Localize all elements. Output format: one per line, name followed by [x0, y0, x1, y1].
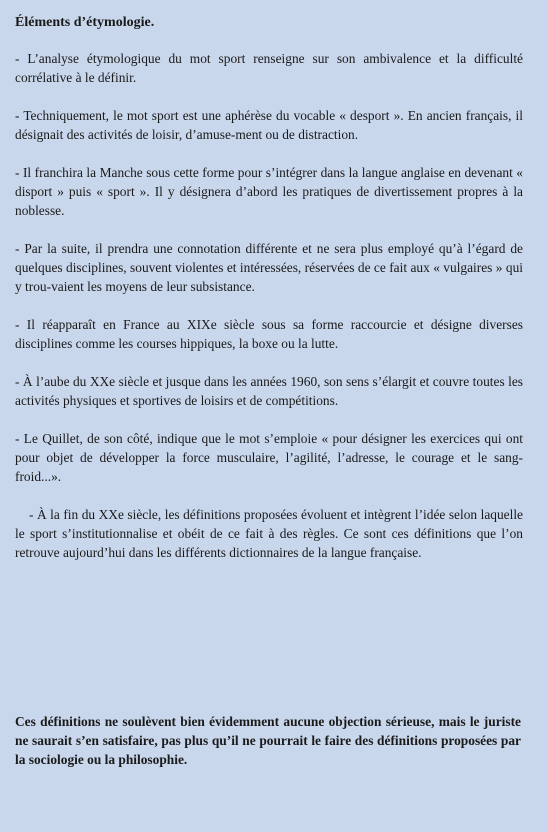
- paragraph-xxe-siecle: - À l’aube du XXe siècle et jusque dans les années 1960, son sens s’élargit et couvre toutes les activités physiques et sportives de loisirs et de compétitions.: [15, 374, 523, 408]
- conclusion-paragraph: Ces définitions ne soulèvent bien évidemment aucune objection sérieuse, mais le juriste ne saurait s’en satisfaire, pas plus qu’il ne pourrait le faire des définitions proposées par la sociologie ou la philosophie.: [15, 714, 521, 767]
- paragraph-etymology-intro: - L’analyse étymologique du mot sport renseigne sur son ambivalence et la difficulté corrélative à le définir.: [15, 51, 523, 85]
- section-title: Éléments d’étymologie.: [15, 15, 155, 30]
- paragraph-connotation: - Par la suite, il prendra une connotation différente et ne sera plus employé qu’à l’égard de quelques disciplines, souvent violentes et intéressées, réservées de ce fait aux « vulgaires » qui y trou-vaient les moyens de leur subsistance.: [15, 241, 523, 294]
- paragraph-fin-xxe-siecle: - À la fin du XXe siècle, les définitions proposées évoluent et intègrent l’idée selon laquelle le sport s’institutionnalise et obéit de ce fait à des règles. Ce sont ces définitions que l’on retrouve aujourd’hui dans les différents dictionnaires de la langue française.: [15, 507, 523, 560]
- paragraph-disport: - Il franchira la Manche sous cette forme pour s’intégrer dans la langue anglaise en devenant « disport » puis « sport ». Il y désignera d’abord les pratiques de divertissement propres à la noblesse.: [15, 165, 523, 218]
- paragraph-desport: - Techniquement, le mot sport est une aphérèse du vocable « desport ». En ancien français, il désignait des activités de loisir, d’amuse-ment ou de distraction.: [15, 108, 523, 142]
- paragraph-quillet: - Le Quillet, de son côté, indique que le mot s’emploie « pour désigner les exercices qui ont pour objet de développer la force musculaire, l’agilité, l’adresse, le courage et le sang-froid...».: [15, 431, 523, 484]
- paragraph-xixe-siecle: - Il réapparaît en France au XIXe siècle sous sa forme raccourcie et désigne diverses disciplines comme les courses hippiques, la boxe ou la lutte.: [15, 317, 523, 351]
